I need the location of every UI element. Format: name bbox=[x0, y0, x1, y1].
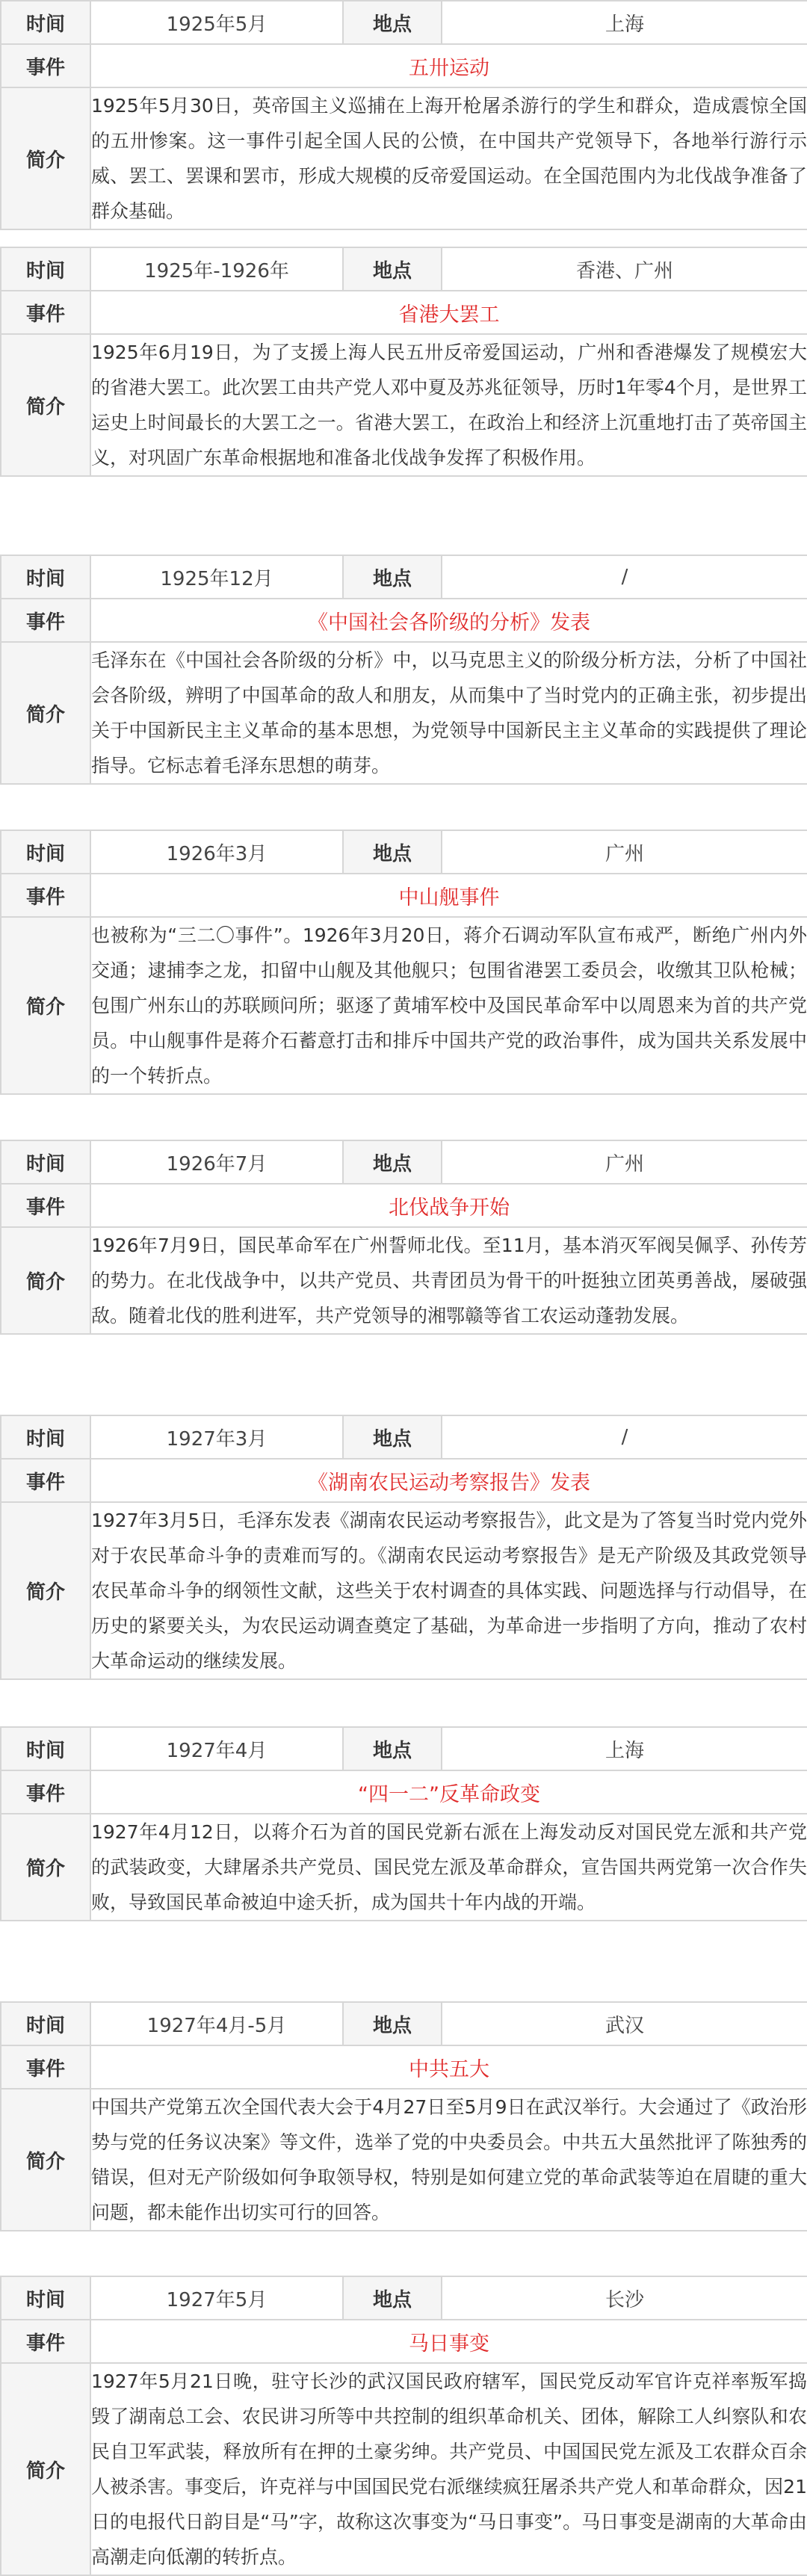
event-label: 事件 bbox=[1, 2045, 90, 2089]
summary-label: 简介 bbox=[1, 2089, 90, 2231]
event-block bbox=[0, 830, 807, 1095]
event-table bbox=[0, 247, 807, 477]
event-block bbox=[0, 0, 807, 230]
event-time: 1927年4月 bbox=[90, 1727, 343, 1770]
event-description: 1927年4月12日，以蒋介石为首的国民党新右派在上海发动反对国民党左派和共产党的武装政变，大肆屠杀共产党员、国民党左派及革命群众，宣告国共两党第一次合作失败，导致国民革命被迫中途夭折，成为国共十年内战的开端。 bbox=[90, 1814, 807, 1921]
place-label: 地点 bbox=[343, 1727, 442, 1770]
event-title: 中山舰事件 bbox=[90, 874, 807, 917]
event-place: 广州 bbox=[442, 830, 807, 874]
event-block bbox=[0, 555, 807, 785]
event-table bbox=[0, 1140, 807, 1335]
event-label: 事件 bbox=[1, 1184, 90, 1227]
event-time: 1925年12月 bbox=[90, 555, 343, 599]
event-label: 事件 bbox=[1, 874, 90, 917]
event-description: 也被称为“三二〇事件”。1926年3月20日，蒋介石调动军队宣布戒严，断绝广州内外交通；逮捕李之龙，扣留中山舰及其他舰只；包围省港罢工委员会，收缴其卫队枪械；包围广州东山的苏联顾问所；驱逐了黄埔军校中及国民革命军中以周恩来为首的共产党员。中山舰事件是蒋介石蓄意打击和排斥中国共产党的政治事件，成为国共关系发展中的一个转折点。 bbox=[90, 917, 807, 1094]
time-label: 时间 bbox=[1, 1, 90, 44]
event-block bbox=[0, 1415, 807, 1680]
event-time: 1925年5月 bbox=[90, 1, 343, 44]
event-description: 1925年6月19日，为了支援上海人民五卅反帝爱国运动，广州和香港爆发了规模宏大的省港大罢工。此次罢工由共产党人邓中夏及苏兆征领导，历时1年零4个月，是世界工运史上时间最长的大罢工之一。省港大罢工，在政治上和经济上沉重地打击了英帝国主义，对巩固广东革命根据地和准备北伐战争发挥了积极作用。 bbox=[90, 334, 807, 476]
place-label: 地点 bbox=[343, 2276, 442, 2320]
event-description: 毛泽东在《中国社会各阶级的分析》中，以马克思主义的阶级分析方法，分析了中国社会各阶级，辨明了中国革命的敌人和朋友，从而集中了当时党内的正确主张，初步提出关于中国新民主主义革命的基本思想，为党领导中国新民主主义革命的实践提供了理论指导。它标志着毛泽东思想的萌芽。 bbox=[90, 642, 807, 784]
event-time: 1925年-1926年 bbox=[90, 247, 343, 291]
summary-label: 简介 bbox=[1, 1814, 90, 1921]
event-block bbox=[0, 1726, 807, 1921]
time-label: 时间 bbox=[1, 2002, 90, 2045]
event-table bbox=[0, 555, 807, 785]
event-title: “四一二”反革命政变 bbox=[90, 1770, 807, 1814]
event-title: 中共五大 bbox=[90, 2045, 807, 2089]
event-time: 1927年3月 bbox=[90, 1415, 343, 1459]
event-table bbox=[0, 2001, 807, 2231]
event-label: 事件 bbox=[1, 2320, 90, 2363]
event-table bbox=[0, 2276, 807, 2576]
event-title: 《湖南农民运动考察报告》发表 bbox=[90, 1459, 807, 1502]
event-time: 1927年4月-5月 bbox=[90, 2002, 343, 2045]
event-place: / bbox=[442, 1415, 807, 1459]
summary-label: 简介 bbox=[1, 917, 90, 1094]
event-block bbox=[0, 2001, 807, 2231]
event-title: 北伐战争开始 bbox=[90, 1184, 807, 1227]
summary-label: 简介 bbox=[1, 334, 90, 476]
event-place: 上海 bbox=[442, 1, 807, 44]
event-block bbox=[0, 1140, 807, 1335]
time-label: 时间 bbox=[1, 2276, 90, 2320]
summary-label: 简介 bbox=[1, 87, 90, 229]
event-place: 广州 bbox=[442, 1140, 807, 1184]
event-title: 《中国社会各阶级的分析》发表 bbox=[90, 599, 807, 642]
event-place: 武汉 bbox=[442, 2002, 807, 2045]
summary-label: 简介 bbox=[1, 642, 90, 784]
event-table bbox=[0, 1415, 807, 1680]
event-table bbox=[0, 1726, 807, 1921]
event-description: 1925年5月30日，英帝国主义巡捕在上海开枪屠杀游行的学生和群众，造成震惊全国的五卅惨案。这一事件引起全国人民的公愤，在中国共产党领导下，各地举行游行示威、罢工、罢课和罢市，形成大规模的反帝爱国运动。在全国范围内为北伐战争准备了群众基础。 bbox=[90, 87, 807, 229]
place-label: 地点 bbox=[343, 1415, 442, 1459]
event-label: 事件 bbox=[1, 1459, 90, 1502]
time-label: 时间 bbox=[1, 1727, 90, 1770]
place-label: 地点 bbox=[343, 1140, 442, 1184]
event-place: 长沙 bbox=[442, 2276, 807, 2320]
place-label: 地点 bbox=[343, 830, 442, 874]
event-label: 事件 bbox=[1, 1770, 90, 1814]
place-label: 地点 bbox=[343, 1, 442, 44]
time-label: 时间 bbox=[1, 555, 90, 599]
event-description: 中国共产党第五次全国代表大会于4月27日至5月9日在武汉举行。大会通过了《政治形势与党的任务议决案》等文件，选举了党的中央委员会。中共五大虽然批评了陈独秀的错误，但对无产阶级如何争取领导权，特别是如何建立党的革命武装等迫在眉睫的重大问题，都未能作出切实可行的回答。 bbox=[90, 2089, 807, 2231]
event-description: 1926年7月9日，国民革命军在广州誓师北伐。至11月，基本消灭军阀吴佩孚、孙传芳的势力。在北伐战争中，以共产党员、共青团员为骨干的叶挺独立团英勇善战，屡破强敌。随着北伐的胜利进军，共产党领导的湘鄂赣等省工农运动蓬勃发展。 bbox=[90, 1227, 807, 1334]
event-description: 1927年3月5日，毛泽东发表《湖南农民运动考察报告》，此文是为了答复当时党内党外对于农民革命斗争的责难而写的。《湖南农民运动考察报告》是无产阶级及其政党领导农民革命斗争的纲领性文献，这些关于农村调查的具体实践、问题选择与行动倡导，在历史的紧要关头，为农民运动调查奠定了基础，为革命进一步指明了方向，推动了农村大革命运动的继续发展。 bbox=[90, 1502, 807, 1679]
event-time: 1926年7月 bbox=[90, 1140, 343, 1184]
summary-label: 简介 bbox=[1, 1227, 90, 1334]
time-label: 时间 bbox=[1, 1415, 90, 1459]
place-label: 地点 bbox=[343, 247, 442, 291]
event-table bbox=[0, 830, 807, 1095]
event-description: 1927年5月21日晚，驻守长沙的武汉国民政府辖军，国民党反动军官许克祥率叛军捣毁了湖南总工会、农民讲习所等中共控制的组织革命机关、团体，解除工人纠察队和农民自卫军武装，释放所有在押的土豪劣绅。共产党员、中国国民党左派及工农群众百余人被杀害。事变后，许克祥与中国国民党右派继续疯狂屠杀共产党人和革命群众，因21日的电报代日韵目是“马”字，故称这次事变为“马日事变”。马日事变是湖南的大革命由高潮走向低潮的转折点。 bbox=[90, 2363, 807, 2575]
place-label: 地点 bbox=[343, 2002, 442, 2045]
event-place: 香港、广州 bbox=[442, 247, 807, 291]
event-label: 事件 bbox=[1, 44, 90, 87]
event-block bbox=[0, 247, 807, 477]
event-title: 省港大罢工 bbox=[90, 291, 807, 334]
time-label: 时间 bbox=[1, 247, 90, 291]
event-place: / bbox=[442, 555, 807, 599]
event-label: 事件 bbox=[1, 291, 90, 334]
summary-label: 简介 bbox=[1, 2363, 90, 2575]
event-place: 上海 bbox=[442, 1727, 807, 1770]
event-time: 1927年5月 bbox=[90, 2276, 343, 2320]
event-block bbox=[0, 2276, 807, 2576]
summary-label: 简介 bbox=[1, 1502, 90, 1679]
event-table bbox=[0, 0, 807, 230]
place-label: 地点 bbox=[343, 555, 442, 599]
time-label: 时间 bbox=[1, 830, 90, 874]
event-title: 马日事变 bbox=[90, 2320, 807, 2363]
event-time: 1926年3月 bbox=[90, 830, 343, 874]
event-title: 五卅运动 bbox=[90, 44, 807, 87]
time-label: 时间 bbox=[1, 1140, 90, 1184]
event-label: 事件 bbox=[1, 599, 90, 642]
